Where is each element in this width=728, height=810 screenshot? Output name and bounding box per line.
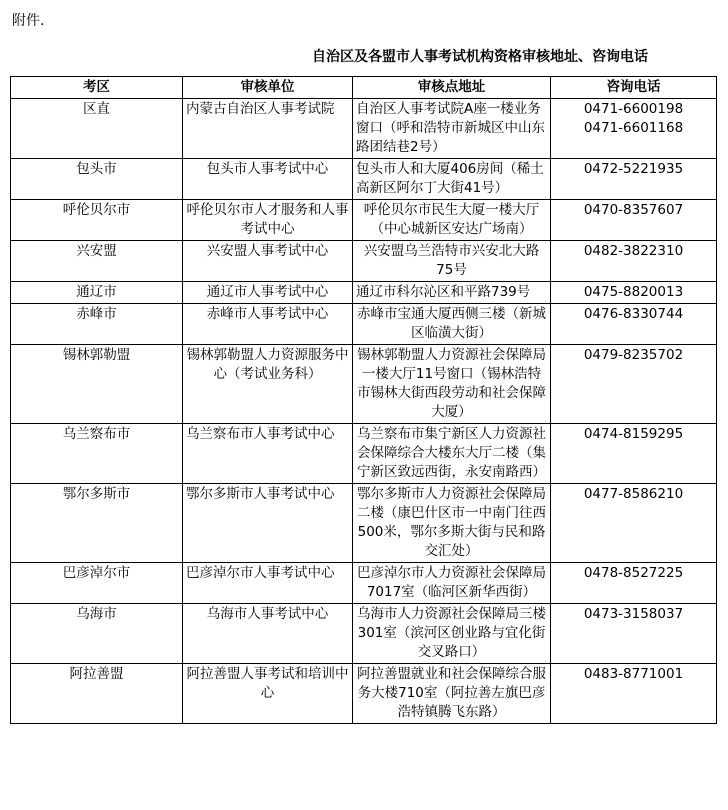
unit-cell: 鄂尔多斯市人事考试中心	[183, 484, 353, 563]
unit-cell: 乌兰察布市人事考试中心	[183, 424, 353, 484]
table-row	[11, 664, 717, 724]
address-cell: 呼伦贝尔市民生大厦一楼大厅（中心城新区安达广场南）	[353, 200, 551, 241]
address-cell: 巴彦淖尔市人力资源社会保障局7017室（临河区新华西街）	[353, 563, 551, 604]
address-cell: 兴安盟乌兰浩特市兴安北大路75号	[353, 241, 551, 282]
area-cell: 巴彦淖尔市	[11, 563, 183, 604]
table-row	[11, 159, 717, 200]
address-cell: 锡林郭勒盟人力资源社会保障局一楼大厅11号窗口（锡林浩特市锡林大街西段劳动和社会保障大厦）	[353, 345, 551, 424]
table-row	[11, 200, 717, 241]
table-row	[11, 484, 717, 563]
phone-cell: 0477-8586210	[551, 484, 717, 563]
phone-cell: 0483-8771001	[551, 664, 717, 724]
phone-cell: 0478-8527225	[551, 563, 717, 604]
header-unit: 审核单位	[183, 77, 353, 99]
area-cell: 乌兰察布市	[11, 424, 183, 484]
unit-cell: 赤峰市人事考试中心	[183, 304, 353, 345]
table-row	[11, 282, 717, 304]
phone-cell: 0473-3158037	[551, 604, 717, 664]
address-cell: 自治区人事考试院A座一楼业务窗口（呼和浩特市新城区中山东路团结巷2号）	[353, 99, 551, 159]
unit-cell: 乌海市人事考试中心	[183, 604, 353, 664]
area-cell: 兴安盟	[11, 241, 183, 282]
table-row	[11, 563, 717, 604]
unit-cell: 内蒙古自治区人事考试院	[183, 99, 353, 159]
address-cell: 通辽市科尔沁区和平路739号	[353, 282, 551, 304]
area-cell: 呼伦贝尔市	[11, 200, 183, 241]
table-header-row	[11, 77, 717, 99]
phone-cell: 0479-8235702	[551, 345, 717, 424]
area-cell: 区直	[11, 99, 183, 159]
area-cell: 乌海市	[11, 604, 183, 664]
unit-cell: 巴彦淖尔市人事考试中心	[183, 563, 353, 604]
table-row	[11, 604, 717, 664]
unit-cell: 通辽市人事考试中心	[183, 282, 353, 304]
phone-cell: 0475-8820013	[551, 282, 717, 304]
table-row	[11, 304, 717, 345]
table-row	[11, 241, 717, 282]
area-cell: 包头市	[11, 159, 183, 200]
address-cell: 包头市人和大厦406房间（稀土高新区阿尔丁大街41号）	[353, 159, 551, 200]
table-row	[11, 99, 717, 159]
phone-cell: 0482-3822310	[551, 241, 717, 282]
table-row	[11, 345, 717, 424]
address-cell: 阿拉善盟就业和社会保障综合服务大楼710室（阿拉善左旗巴彦浩特镇腾飞东路）	[353, 664, 551, 724]
unit-cell: 阿拉善盟人事考试和培训中心	[183, 664, 353, 724]
header-address: 审核点地址	[353, 77, 551, 99]
attachment-label: 附件.	[12, 13, 45, 29]
address-cell: 乌兰察布市集宁新区人力资源社会保障综合大楼东大厅二楼（集宁新区致远西街，永安南路西）	[353, 424, 551, 484]
table-row	[11, 424, 717, 484]
unit-cell: 呼伦贝尔市人才服务和人事考试中心	[183, 200, 353, 241]
header-area: 考区	[11, 77, 183, 99]
area-cell: 鄂尔多斯市	[11, 484, 183, 563]
address-cell: 赤峰市宝通大厦西侧三楼（新城区临潢大街）	[353, 304, 551, 345]
unit-cell: 锡林郭勒盟人力资源服务中心（考试业务科）	[183, 345, 353, 424]
phone-cell: 0471-6600198 0471-6601168	[551, 99, 717, 159]
phone-cell: 0470-8357607	[551, 200, 717, 241]
area-cell: 锡林郭勒盟	[11, 345, 183, 424]
address-cell: 乌海市人力资源社会保障局三楼301室（滨河区创业路与宜化街交叉路口）	[353, 604, 551, 664]
review-locations-table	[10, 76, 717, 724]
address-cell: 鄂尔多斯市人力资源社会保障局二楼（康巴什区市一中南门往西500米，鄂尔多斯大街与民和路交汇处）	[353, 484, 551, 563]
phone-cell: 0472-5221935	[551, 159, 717, 200]
header-phone: 咨询电话	[551, 77, 717, 99]
document-title: 自治区及各盟市人事考试机构资格审核地址、咨询电话	[312, 49, 648, 65]
area-cell: 赤峰市	[11, 304, 183, 345]
phone-cell: 0476-8330744	[551, 304, 717, 345]
unit-cell: 包头市人事考试中心	[183, 159, 353, 200]
area-cell: 通辽市	[11, 282, 183, 304]
phone-cell: 0474-8159295	[551, 424, 717, 484]
area-cell: 阿拉善盟	[11, 664, 183, 724]
unit-cell: 兴安盟人事考试中心	[183, 241, 353, 282]
